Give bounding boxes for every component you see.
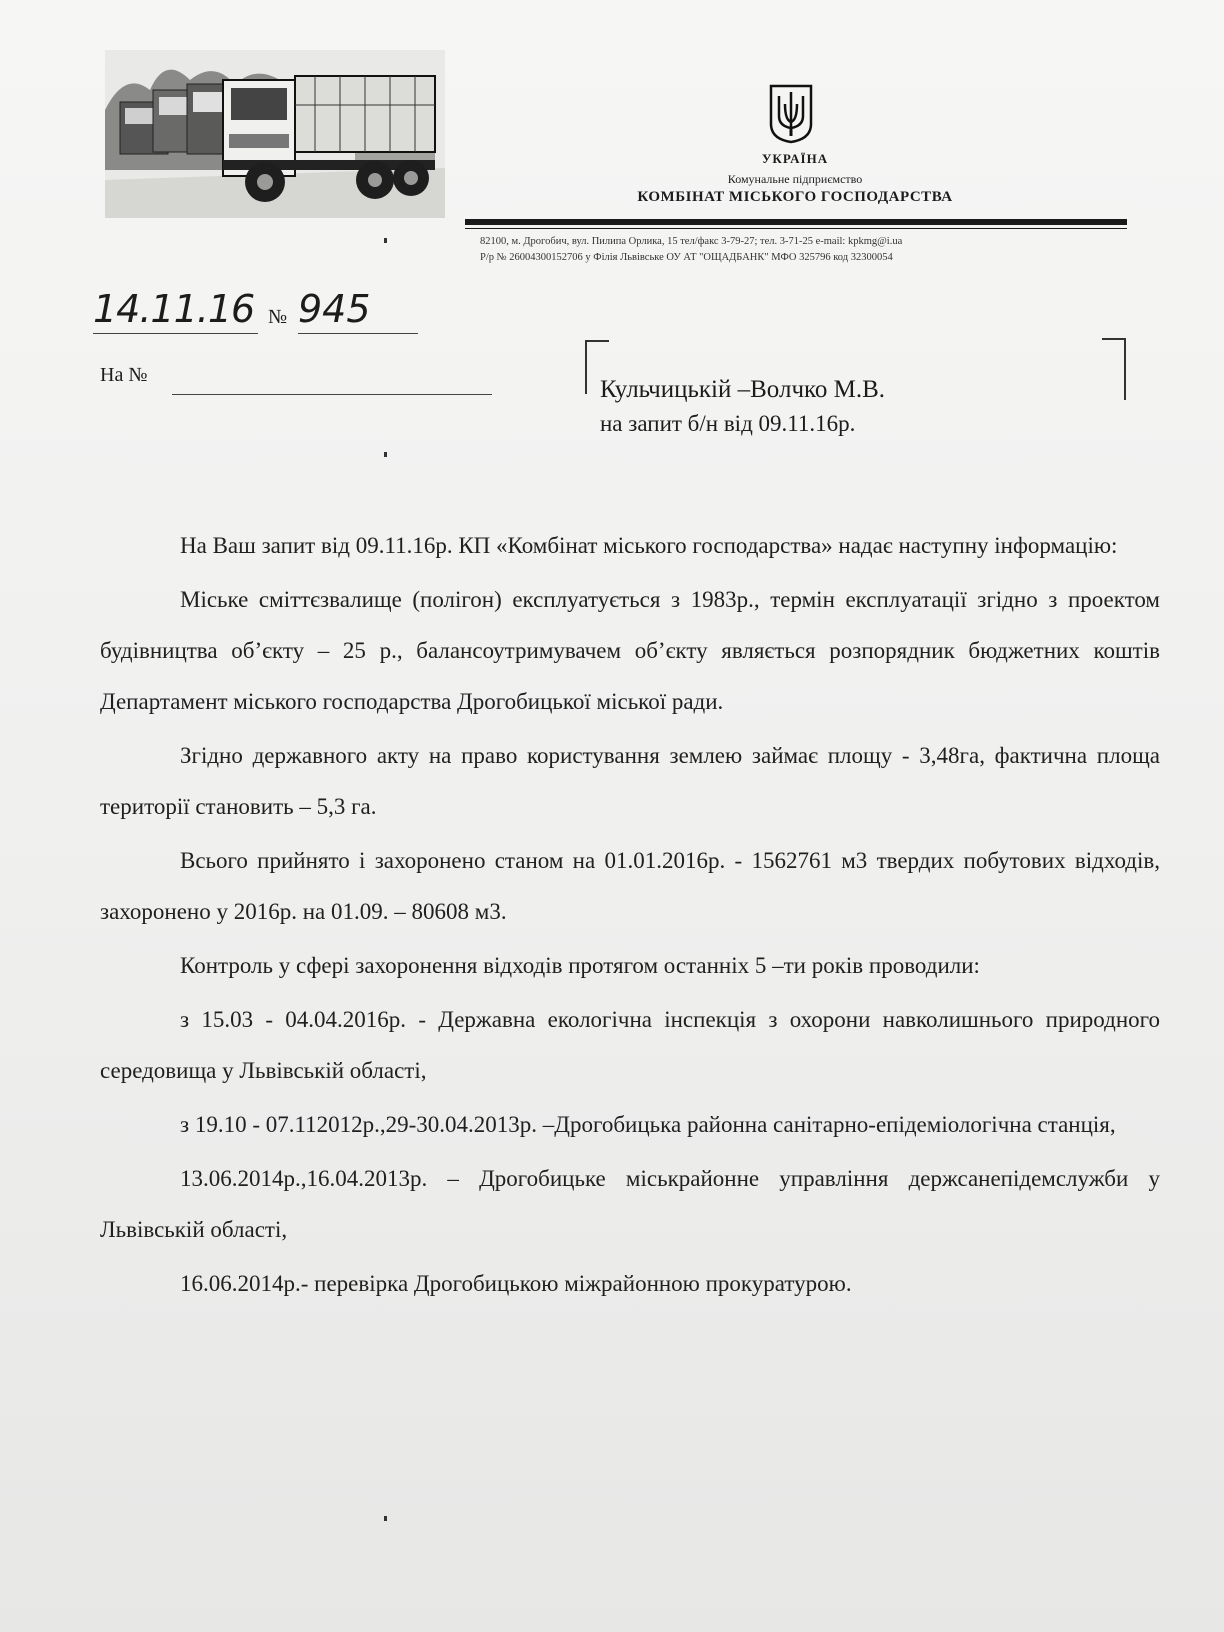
trident-emblem-icon [768, 84, 814, 144]
paragraph: 16.06.2014р.- перевірка Дрогобицькою міжрайонною прокуратурою. [180, 1271, 852, 1296]
letterhead-address: 82100, м. Дрогобич, вул. Пилипа Орлика, 15 тел/факс 3-79-27; тел. 3-71-25 e-mail: kpkmg@i.ua [480, 236, 903, 247]
outgoing-date: 14.11.16 [93, 287, 258, 334]
letterhead-org-name: КОМБІНАТ МІСЬКОГО ГОСПОДАРСТВА [637, 189, 953, 205]
request-reference: на запит б/н від 09.11.16р. [600, 411, 856, 436]
scan-speck [384, 1516, 387, 1521]
paragraph: з 15.03 - 04.04.2016р. - Державна екологічна інспекція з охорони навколишнього природного середовища у Львівській області, [100, 1007, 1160, 1083]
address-corner-right [1102, 338, 1126, 400]
letterhead-rule-thick [465, 219, 1127, 225]
trucks-photo [105, 50, 445, 218]
paragraph: з 19.10 - 07.112012р.,29-30.04.2013р. –Дрогобицька районна санітарно-епідеміологічна станція, [180, 1112, 1116, 1137]
letterhead-rule-thin [465, 228, 1127, 229]
letterhead-country: УКРАЇНА [761, 151, 829, 166]
paragraph: Контроль у сфері захоронення відходів протягом останніх 5 –ти років проводили: [180, 953, 980, 978]
paragraph: На Ваш запит від 09.11.16р. КП «Комбінат міського господарства» надає наступну інформацію: [180, 533, 1118, 558]
scan-speck [384, 238, 387, 243]
letterhead-org-type: Комунальне підприємство [727, 172, 863, 186]
paragraph: Згідно державного акту на право користування землею займає площу - 3,48га, фактична площа території становить – 5,3 га. [100, 743, 1160, 819]
letterhead-bank-details: Р/р № 26004300152706 у Філія Львівське ОУ АТ "ОЩАДБАНК" МФО 325796 код 32300054 [480, 252, 893, 263]
paragraph: 13.06.2014р.,16.04.2013р. – Дрогобицьке міськрайонне управління держсанепідемслужби у Львівській області, [100, 1166, 1160, 1242]
paragraph: Всього прийнято і захоронено станом на 01.01.2016р. - 1562761 м3 твердих побутових відходів, захоронено у 2016р. на 01.09. – 80608 м3. [100, 848, 1160, 924]
reference-label: На № [100, 364, 148, 386]
number-sign: № [268, 306, 288, 328]
scan-speck [384, 452, 387, 457]
reference-blank-line [172, 394, 492, 395]
recipient-name: Кульчицькій –Волчко М.В. [600, 376, 886, 403]
letter-body [100, 520, 1160, 1312]
paragraph: Міське сміттєзвалище (полігон) експлуатується з 1983р., термін експлуатації згідно з проектом будівництва об’єкту – 25 р., балансоутримувачем об’єкту являється розпорядник бюджетних коштів Департамент міського господарства Дрогобицької міської ради. [100, 587, 1160, 714]
outgoing-number: 945 [298, 287, 418, 334]
